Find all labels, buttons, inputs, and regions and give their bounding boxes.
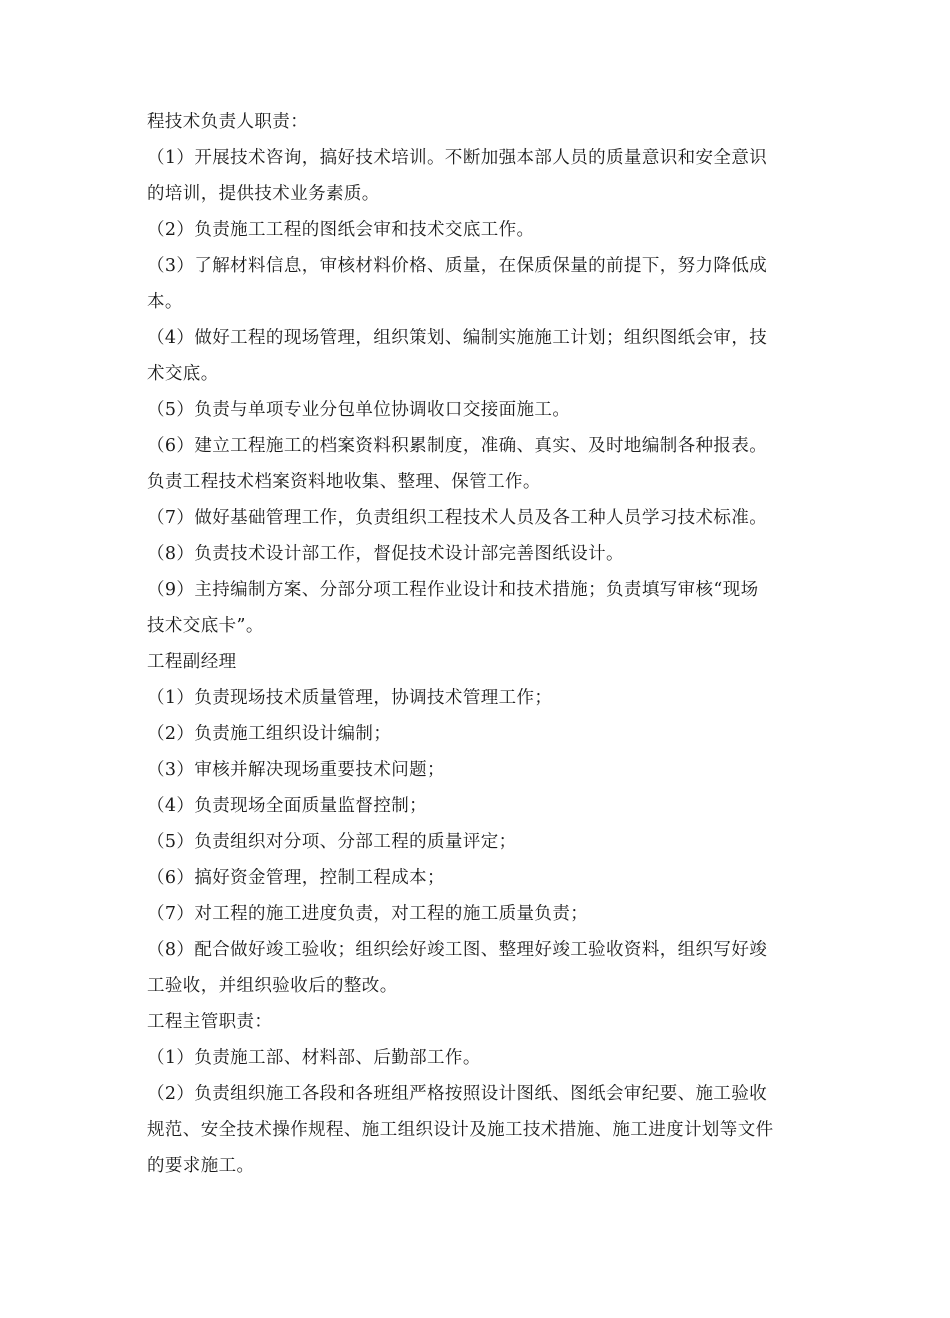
text-line: 工验收，并组织验收后的整改。 (147, 976, 398, 996)
text-line: 技术交底卡”。 (147, 616, 264, 636)
text-line: （2）负责施工组织设计编制； (147, 724, 392, 744)
text-line: 负责工程技术档案资料地收集、整理、保管工作。 (147, 472, 541, 492)
section-heading: 工程副经理 (147, 652, 237, 672)
text-line: （8）配合做好竣工验收；组织绘好竣工图、整理好竣工验收资料，组织写好竣 (147, 940, 768, 960)
text-line: （8）负责技术设计部工作，督促技术设计部完善图纸设计。 (147, 544, 624, 564)
text-line: （5）负责组织对分项、分部工程的质量评定； (147, 832, 517, 852)
text-line: （9）主持编制方案、分部分项工程作业设计和技术措施；负责填写审核“现场 (147, 580, 759, 600)
text-line: （3）审核并解决现场重要技术问题； (147, 760, 445, 780)
text-line: （6）建立工程施工的档案资料积累制度，准确、真实、及时地编制各种报表。 (147, 436, 768, 456)
text-line: 程技术负责人职责： (147, 112, 309, 132)
text-line: （3）了解材料信息，审核材料价格、质量，在保质保量的前提下，努力降低成 (147, 256, 768, 276)
text-line: （6）搞好资金管理，控制工程成本； (147, 868, 445, 888)
text-line: （7）对工程的施工进度负责，对工程的施工质量负责； (147, 904, 589, 924)
text-line: （2）负责组织施工各段和各班组严格按照设计图纸、图纸会审纪要、施工验收 (147, 1084, 768, 1104)
text-line: （1）负责施工部、材料部、后勤部工作。 (147, 1048, 481, 1068)
text-line: （4）负责现场全面质量监督控制； (147, 796, 428, 816)
text-line: 本。 (147, 292, 183, 312)
section-heading: 工程主管职责： (147, 1012, 273, 1032)
text-line: （2）负责施工工程的图纸会审和技术交底工作。 (147, 220, 535, 240)
text-line: （5）负责与单项专业分包单位协调收口交接面施工。 (147, 400, 571, 420)
text-line: 术交底。 (147, 364, 219, 384)
text-line: 规范、安全技术操作规程、施工组织设计及施工技术措施、施工进度计划等文件 (147, 1120, 774, 1140)
text-line: 的培训，提供技术业务素质。 (147, 184, 380, 204)
text-line: 的要求施工。 (147, 1156, 255, 1176)
document-body (147, 104, 812, 1184)
text-line: （4）做好工程的现场管理，组织策划、编制实施施工计划；组织图纸会审，技 (147, 328, 768, 348)
text-line: （7）做好基础管理工作，负责组织工程技术人员及各工种人员学习技术标准。 (147, 508, 768, 528)
text-line: （1）负责现场技术质量管理，协调技术管理工作； (147, 688, 553, 708)
text-line: （1）开展技术咨询，搞好技术培训。不断加强本部人员的质量意识和安全意识 (147, 148, 768, 168)
